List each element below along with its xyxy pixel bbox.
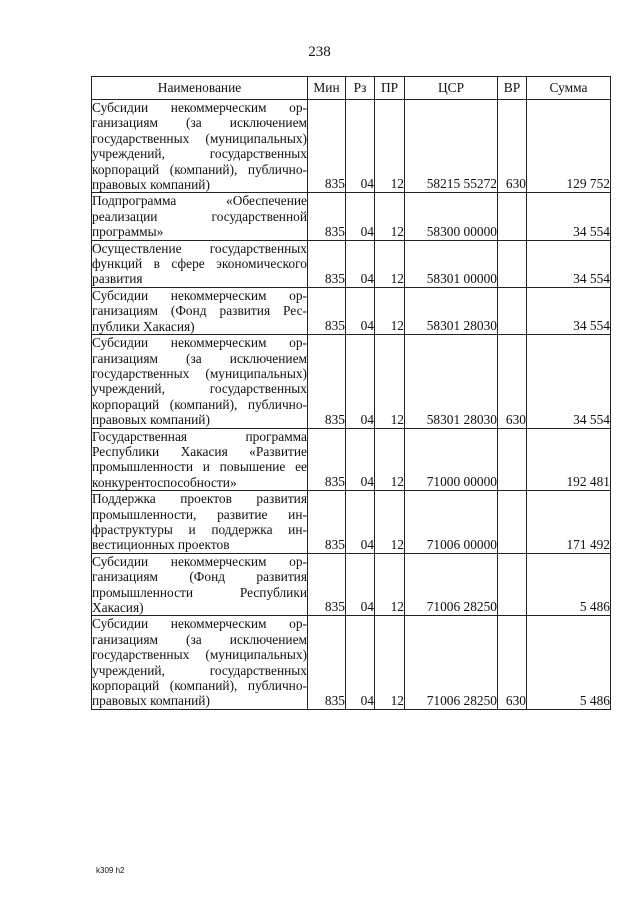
row-vr <box>498 193 527 240</box>
row-min: 835 <box>308 553 346 616</box>
header-vr: ВР <box>498 77 527 100</box>
row-min: 835 <box>308 335 346 428</box>
footer-code: k309 h2 <box>96 866 125 875</box>
row-sum: 5 486 <box>527 553 611 616</box>
page-number: 238 <box>308 44 331 60</box>
row-csr: 71006 28250 <box>405 616 498 709</box>
table-header-row <box>92 77 611 100</box>
row-rz: 04 <box>346 616 375 709</box>
table-row <box>92 240 611 287</box>
row-sum: 171 492 <box>527 491 611 554</box>
table-row <box>92 193 611 240</box>
row-min: 835 <box>308 287 346 334</box>
row-vr: 630 <box>498 100 527 193</box>
row-rz: 04 <box>346 553 375 616</box>
row-rz: 04 <box>346 240 375 287</box>
table-row <box>92 287 611 334</box>
row-pr: 12 <box>375 616 405 709</box>
row-pr: 12 <box>375 100 405 193</box>
row-vr <box>498 240 527 287</box>
header-name: Наименование <box>92 77 308 100</box>
row-csr: 58300 00000 <box>405 193 498 240</box>
row-rz: 04 <box>346 100 375 193</box>
row-name: Субсидии некоммерческим организациям (за исключением государственных (муниципальных) учреждений, государственных корпораций (компаний), публично-правовых компаний) <box>92 335 307 428</box>
row-name: Субсидии некоммерческим организациям (Фонд развития промышленности Республики Хакасия) <box>92 553 307 615</box>
table-row <box>92 428 611 491</box>
table-row <box>92 616 611 709</box>
row-name: Подпрограмма «Обеспечение реализации государственной программы» <box>92 193 307 240</box>
row-csr: 71000 00000 <box>405 428 498 491</box>
row-pr: 12 <box>375 335 405 428</box>
header-sum: Сумма <box>527 77 611 100</box>
row-name: Государственная программа Республики Хакасия «Развитие промышленности и повышение ее конкурентоспособности» <box>92 428 307 490</box>
row-rz: 04 <box>346 287 375 334</box>
table-row <box>92 553 611 616</box>
budget-table <box>91 76 611 710</box>
row-csr: 58301 00000 <box>405 240 498 287</box>
row-sum: 34 554 <box>527 193 611 240</box>
row-csr: 58301 28030 <box>405 287 498 334</box>
row-vr <box>498 491 527 554</box>
row-name: Субсидии некоммерческим организациям (Фонд развития Республики Хакасия) <box>92 287 307 334</box>
row-sum: 34 554 <box>527 240 611 287</box>
row-rz: 04 <box>346 491 375 554</box>
row-csr: 58215 55272 <box>405 100 498 193</box>
row-name: Субсидии некоммерческим организациям (за исключением государственных (муниципальных) учреждений, государственных корпораций (компаний), публично-правовых компаний) <box>92 616 307 709</box>
row-min: 835 <box>308 428 346 491</box>
row-vr: 630 <box>498 335 527 428</box>
row-sum: 34 554 <box>527 287 611 334</box>
row-vr <box>498 428 527 491</box>
row-pr: 12 <box>375 240 405 287</box>
header-min: Мин <box>308 77 346 100</box>
table-row <box>92 335 611 428</box>
row-min: 835 <box>308 100 346 193</box>
row-name: Осуществление государственных функций в сфере экономического развития <box>92 240 307 287</box>
row-sum: 192 481 <box>527 428 611 491</box>
row-vr <box>498 287 527 334</box>
row-sum: 34 554 <box>527 335 611 428</box>
row-sum: 129 752 <box>527 100 611 193</box>
row-pr: 12 <box>375 287 405 334</box>
row-name: Поддержка проектов развития промышленности, развитие инфраструктуры и поддержка инвестиционных проектов <box>92 491 307 553</box>
row-min: 835 <box>308 240 346 287</box>
row-csr: 71006 00000 <box>405 491 498 554</box>
row-vr: 630 <box>498 616 527 709</box>
table-row <box>92 491 611 554</box>
header-rz: Рз <box>346 77 375 100</box>
row-min: 835 <box>308 193 346 240</box>
row-rz: 04 <box>346 193 375 240</box>
row-csr: 71006 28250 <box>405 553 498 616</box>
header-csr: ЦСР <box>405 77 498 100</box>
row-pr: 12 <box>375 491 405 554</box>
row-rz: 04 <box>346 428 375 491</box>
row-min: 835 <box>308 616 346 709</box>
header-pr: ПР <box>375 77 405 100</box>
table-row <box>92 100 611 193</box>
row-rz: 04 <box>346 335 375 428</box>
row-csr: 58301 28030 <box>405 335 498 428</box>
row-vr <box>498 553 527 616</box>
row-min: 835 <box>308 491 346 554</box>
row-pr: 12 <box>375 553 405 616</box>
row-sum: 5 486 <box>527 616 611 709</box>
row-name: Субсидии некоммерческим организациям (за исключением государственных (муниципальных) учреждений, государственных корпораций (компаний), публично-правовых компаний) <box>92 100 307 193</box>
row-pr: 12 <box>375 193 405 240</box>
row-pr: 12 <box>375 428 405 491</box>
